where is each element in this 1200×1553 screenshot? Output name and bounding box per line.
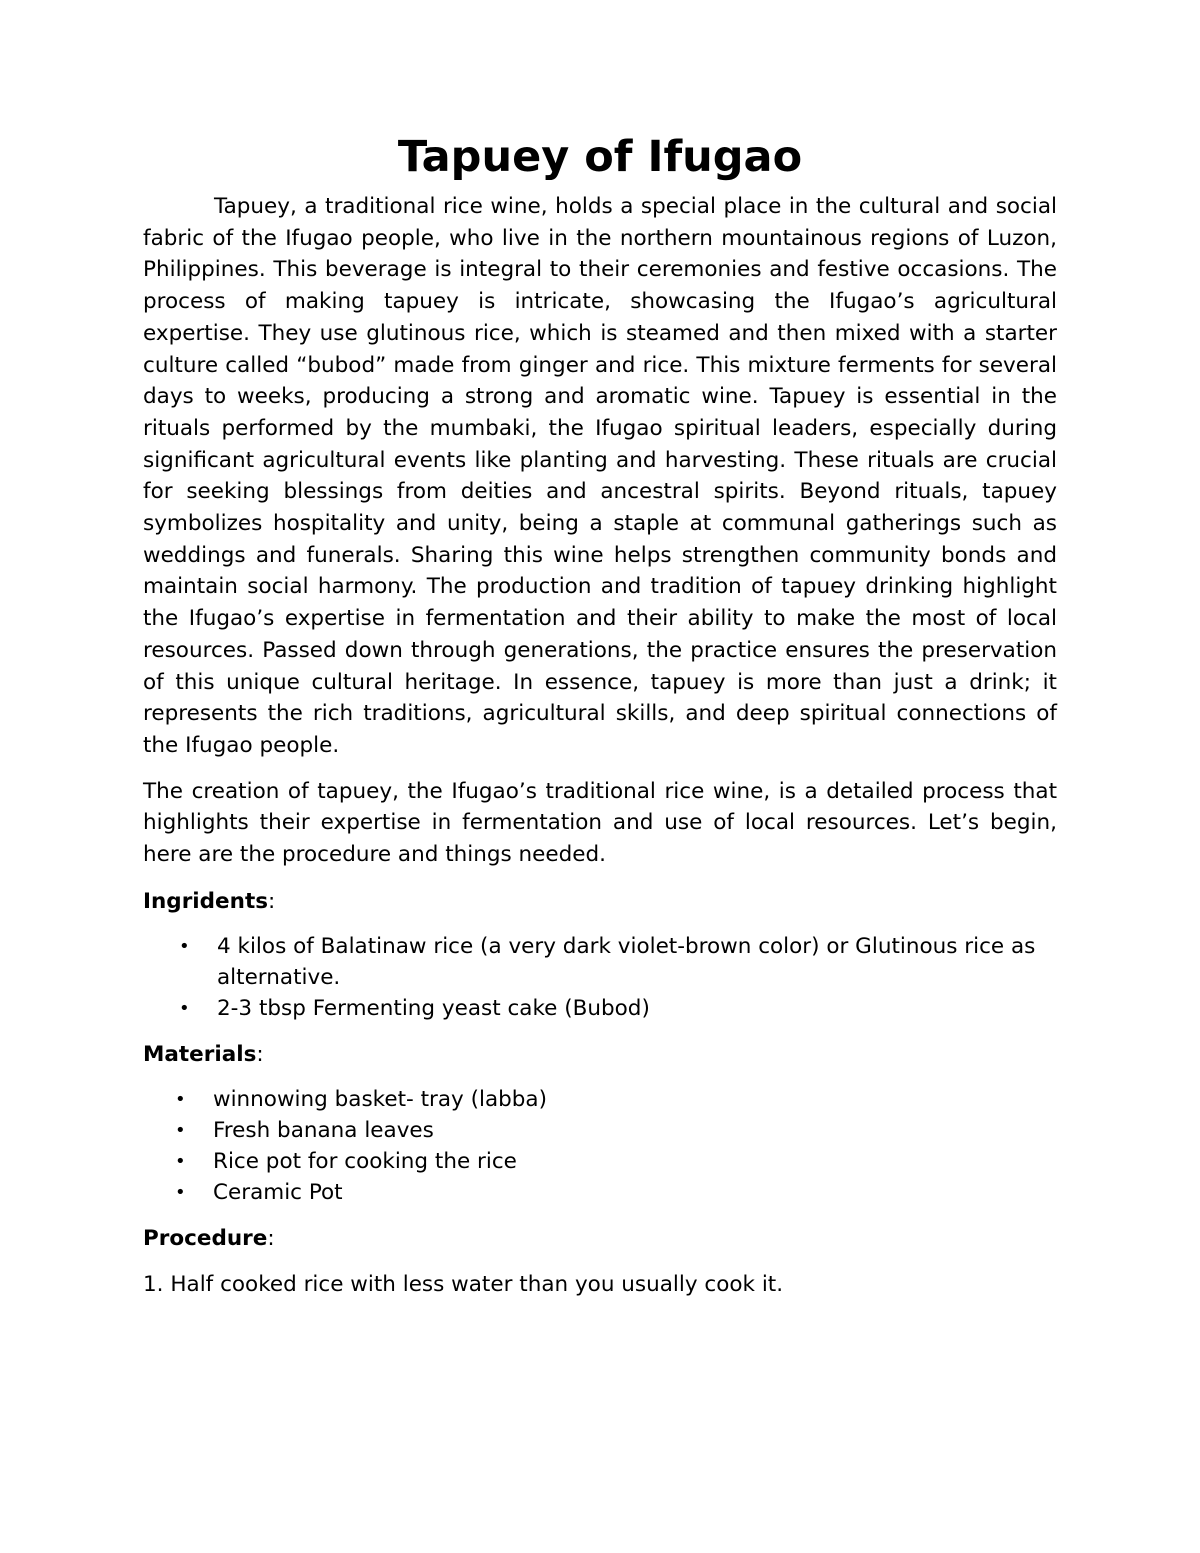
material-text: winnowing basket- tray (labba) — [213, 1086, 547, 1112]
ingredients-heading-label: Ingridents — [143, 888, 269, 914]
list-item — [143, 993, 1057, 1024]
list-item — [143, 1115, 1057, 1146]
ingredients-heading — [143, 886, 1057, 917]
ingredient-text: 2-3 tbsp Fermenting yeast cake (Bubod) — [217, 995, 650, 1021]
procedure-heading-label: Procedure — [143, 1225, 268, 1251]
list-item — [143, 1146, 1057, 1177]
intro-paragraph: Tapuey, a traditional rice wine, holds a special place in the cultural and social fabric of the Ifugao people, who live in the northern mountainous regions of Luzon, Philippines. This beverage is integral to their ceremonies and festive occasions. The process of making tapuey is intricate, showcasing the Ifugao’s agricultural expertise. They use glutinous rice, which is steamed and then mixed with a starter culture called “bubod” made from ginger and rice. This mixture ferments for several days to weeks, producing a strong and aromatic wine. Tapuey is essential in the rituals performed by the mumbaki, the Ifugao spiritual leaders, especially during significant agricultural events like planting and harvesting. These rituals are crucial for seeking blessings from deities and ancestral spirits. Beyond rituals, tapuey symbolizes hospitality and unity, being a staple at communal gatherings such as weddings and funerals. Sharing this wine helps strengthen community bonds and maintain social harmony. The production and tradition of tapuey drinking highlight the Ifugao’s expertise in fermentation and their ability to make the most of local resources. Passed down through generations, the practice ensures the preservation of this unique cultural heritage. In essence, tapuey is more than just a drink; it represents the rich traditions, agricultural skills, and deep spiritual connections of the Ifugao people. — [143, 194, 1057, 758]
bullet-icon: • — [175, 1088, 186, 1110]
document-body — [143, 132, 1057, 1300]
list-item — [143, 1177, 1057, 1208]
ingredients-heading-colon: : — [268, 888, 276, 914]
ingredients-list — [143, 931, 1057, 1024]
ingredient-text: 4 kilos of Balatinaw rice (a very dark violet-brown color) or Glutinous rice as alternative. — [217, 933, 1036, 990]
material-text: Rice pot for cooking the rice — [213, 1148, 517, 1174]
bullet-icon: • — [179, 997, 190, 1019]
material-text: Ceramic Pot — [213, 1179, 343, 1205]
procedure-heading — [143, 1223, 1057, 1254]
bullet-icon: • — [175, 1150, 186, 1172]
materials-heading-label: Materials — [143, 1041, 257, 1067]
materials-heading-colon: : — [256, 1041, 264, 1067]
list-item — [143, 1084, 1057, 1115]
bullet-icon: • — [179, 935, 190, 957]
process-paragraph: The creation of tapuey, the Ifugao’s traditional rice wine, is a detailed process that highlights their expertise in fermentation and use of local resources. Let’s begin, here are the procedure and things needed. — [143, 778, 1057, 868]
list-item — [143, 931, 1057, 993]
materials-heading — [143, 1039, 1057, 1070]
material-text: Fresh banana leaves — [213, 1117, 434, 1143]
materials-list — [143, 1084, 1057, 1208]
procedure-step: 1. Half cooked rice with less water than you usually cook it. — [143, 1271, 784, 1297]
document-title: Tapuey of Ifugao — [397, 132, 803, 182]
procedure-heading-colon: : — [267, 1225, 275, 1251]
bullet-icon: • — [175, 1181, 186, 1203]
bullet-icon: • — [175, 1119, 186, 1141]
